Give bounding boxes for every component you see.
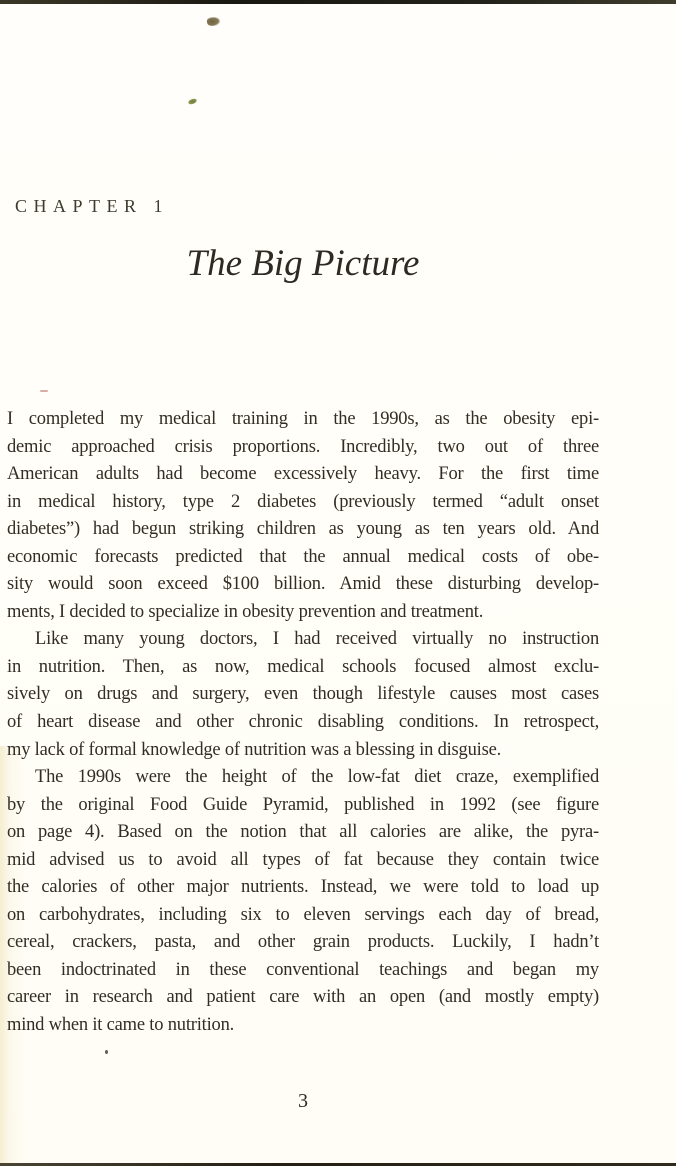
text-line: the calories of other major nutrients. Instead, we were told to load up xyxy=(7,877,599,898)
scan-dash-artifact xyxy=(40,390,48,392)
text-line: my lack of formal knowledge of nutrition was a blessing in disguise. xyxy=(7,739,502,760)
scan-speck-artifact xyxy=(187,98,197,106)
scan-edge-top xyxy=(0,0,676,4)
text-line: diabetes”) had begun striking children as young as ten years old. And xyxy=(7,519,599,540)
chapter-title: The Big Picture xyxy=(186,243,420,284)
text-line: sity would soon exceed $100 billion. Amid these disturbing develop- xyxy=(7,574,599,595)
scan-dot-artifact xyxy=(105,1050,108,1054)
text-line: mind when it came to nutrition. xyxy=(7,1015,235,1036)
text-line: of heart disease and other chronic disabling conditions. In retrospect, xyxy=(7,712,599,733)
text-line: ments, I decided to specialize in obesity prevention and treatment. xyxy=(7,601,484,622)
text-line: by the original Food Guide Pyramid, published in 1992 (see figure xyxy=(7,794,599,815)
paragraph xyxy=(7,626,599,764)
text-line: cereal, crackers, pasta, and other grain products. Luckily, I hadn’t xyxy=(7,932,599,953)
body-text xyxy=(7,406,599,1040)
text-line: on carbohydrates, including six to eleven servings each day of bread, xyxy=(7,904,599,925)
text-line: American adults had become excessively heavy. For the first time xyxy=(7,464,599,485)
chapter-label: CHAPTER 1 xyxy=(15,196,170,216)
text-line: Like many young doctors, I had received virtually no instruction xyxy=(35,629,599,650)
scan-smudge-artifact xyxy=(206,16,220,27)
text-line: mid advised us to avoid all types of fat because they contain twice xyxy=(7,849,599,870)
paragraph xyxy=(7,764,599,1039)
text-line: in nutrition. Then, as now, medical schools focused almost exclu- xyxy=(7,656,599,677)
text-line: economic forecasts predicted that the annual medical costs of obe- xyxy=(7,546,599,567)
text-line: on page 4). Based on the notion that all calories are alike, the pyra- xyxy=(7,822,599,843)
text-line: in medical history, type 2 diabetes (previously termed “adult onset xyxy=(7,491,599,512)
paragraph xyxy=(7,406,599,626)
text-line: sively on drugs and surgery, even though lifestyle causes most cases xyxy=(7,684,599,705)
text-line: The 1990s were the height of the low-fat diet craze, exemplified xyxy=(35,767,599,788)
page-number: 3 xyxy=(298,1090,308,1112)
text-line: demic approached crisis proportions. Incredibly, two out of three xyxy=(7,436,599,457)
text-line: I completed my medical training in the 1990s, as the obesity epi- xyxy=(7,409,599,429)
text-line: been indoctrinated in these conventional teachings and began my xyxy=(7,959,599,980)
text-line: career in research and patient care with an open (and mostly empty) xyxy=(7,987,599,1008)
